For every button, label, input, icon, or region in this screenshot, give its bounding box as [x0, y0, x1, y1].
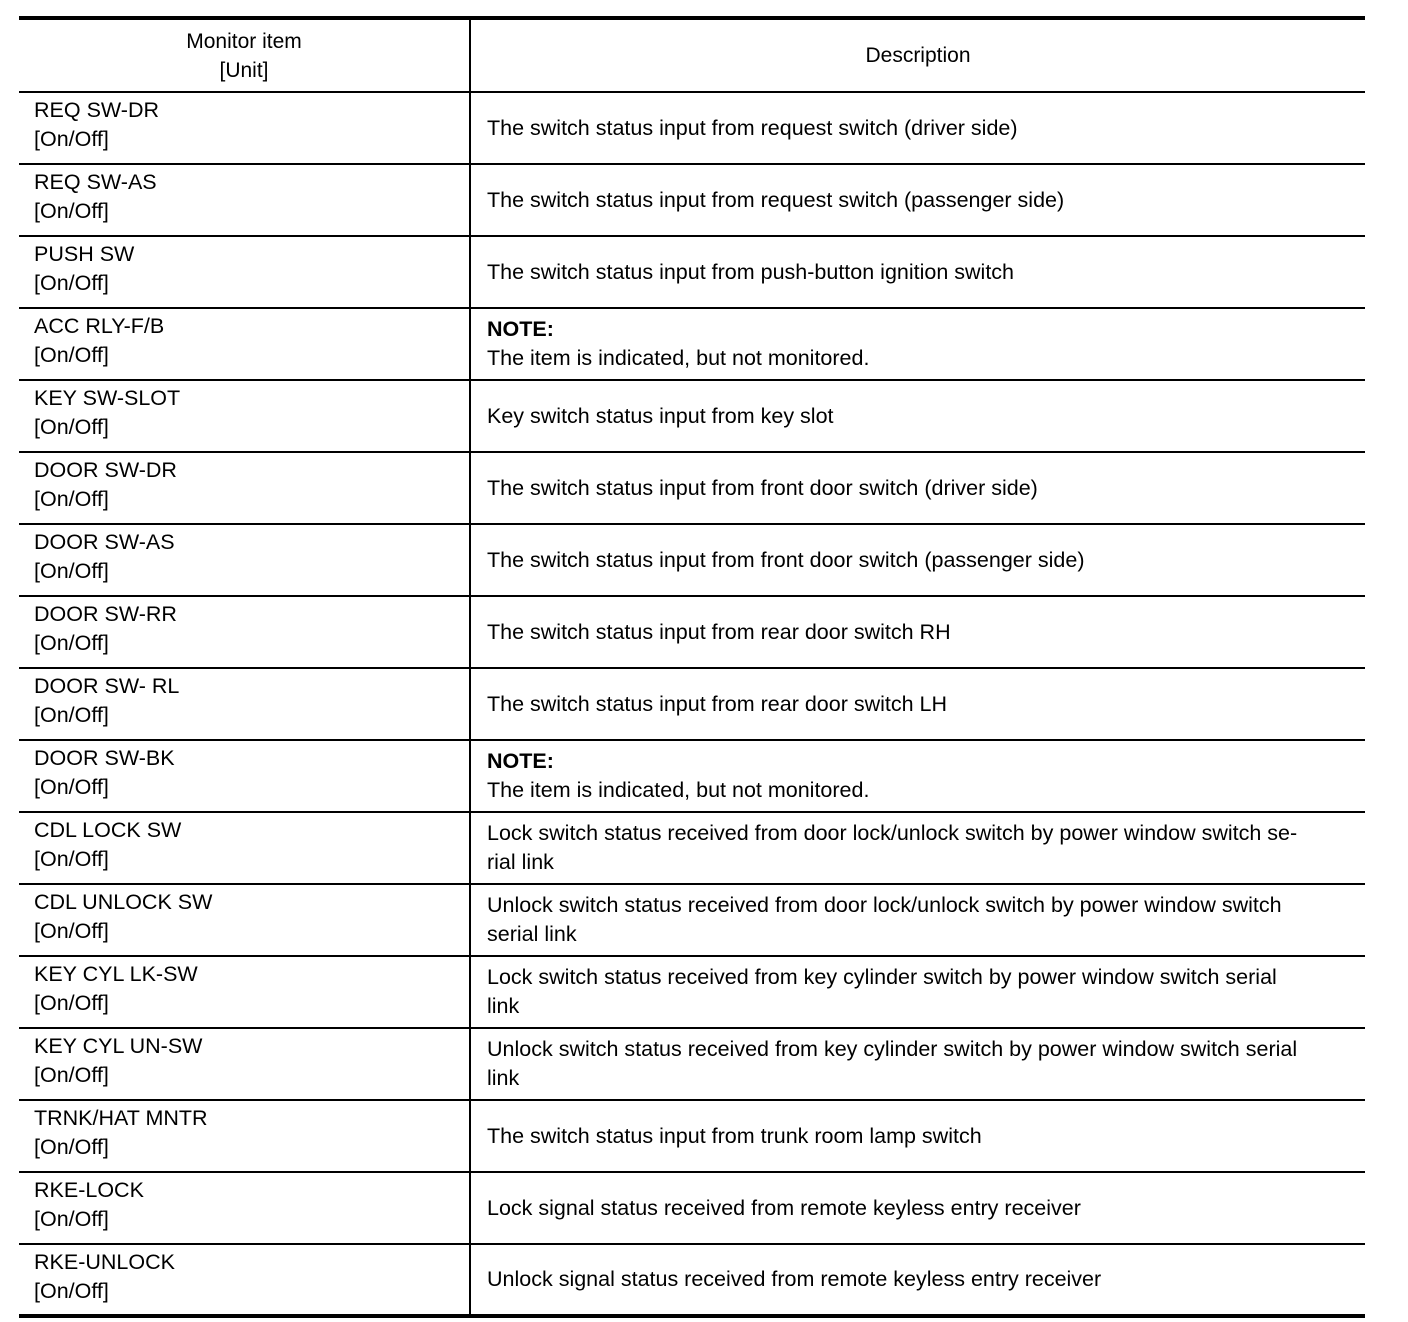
description-text: Unlock switch status received from door lock/unlock switch by power window switch serial link: [487, 893, 1282, 946]
monitor-item-cell: [19, 92, 470, 164]
monitor-item-name: KEY SW-SLOT: [34, 386, 181, 410]
monitor-item-cell: [19, 956, 470, 1028]
table-row: [19, 92, 1365, 164]
description-cell: [470, 596, 1365, 668]
monitor-item-unit: [On/Off]: [34, 1135, 109, 1159]
description-cell: [470, 1028, 1365, 1100]
monitor-item-unit: [On/Off]: [34, 1063, 109, 1087]
table-header-row: [19, 18, 1365, 92]
monitor-item-cell: [19, 1100, 470, 1172]
description-text: The switch status input from rear door switch LH: [487, 691, 948, 716]
description-text: Unlock switch status received from key cylinder switch by power window switch serial link: [487, 1037, 1298, 1090]
monitor-item-cell: [19, 596, 470, 668]
description-text: The switch status input from request switch (driver side): [487, 115, 1018, 140]
monitor-item-unit: [On/Off]: [34, 1207, 109, 1231]
description-text: The switch status input from front door switch (driver side): [487, 475, 1038, 500]
description-text: The switch status input from front door switch (passenger side): [487, 547, 1085, 572]
description-cell: [470, 452, 1365, 524]
monitor-item-cell: [19, 1028, 470, 1100]
monitor-item-name: ACC RLY-F/B: [34, 314, 165, 338]
description-cell: [470, 668, 1365, 740]
monitor-item-name: REQ SW-DR: [34, 98, 160, 122]
header-monitor-item: [19, 18, 470, 92]
description-cell: [470, 92, 1365, 164]
description-text: The switch status input from rear door switch RH: [487, 619, 951, 644]
monitor-item-name: DOOR SW-BK: [34, 746, 175, 770]
monitor-item-name: PUSH SW: [34, 242, 135, 266]
monitor-item-cell: [19, 236, 470, 308]
description-text: The item is indicated, but not monitored.: [487, 778, 870, 802]
monitor-item-unit: [On/Off]: [34, 127, 109, 151]
monitor-item-name: TRNK/HAT MNTR: [34, 1106, 208, 1130]
description-text: The switch status input from request switch (passenger side): [487, 187, 1065, 212]
table-row: [19, 308, 1365, 380]
table-row: [19, 740, 1365, 812]
monitor-item-unit: [On/Off]: [34, 199, 109, 223]
description-cell: [470, 164, 1365, 236]
table-row: [19, 884, 1365, 956]
description-text: Unlock signal status received from remote keyless entry receiver: [487, 1267, 1102, 1291]
monitor-item-cell: [19, 812, 470, 884]
monitor-item-unit: [On/Off]: [34, 775, 109, 799]
table-row: [19, 1172, 1365, 1244]
monitor-item-cell: [19, 740, 470, 812]
description-text: The switch status input from push-button ignition switch: [487, 259, 1015, 284]
description-text: Key switch status input from key slot: [487, 403, 834, 428]
table-row: [19, 956, 1365, 1028]
monitor-item-name: DOOR SW- RL: [34, 674, 180, 698]
table-row: [19, 1028, 1365, 1100]
table-row: [19, 380, 1365, 452]
description-cell: [470, 380, 1365, 452]
monitor-item-unit: [On/Off]: [34, 703, 109, 727]
monitor-item-cell: [19, 1172, 470, 1244]
description-text: The item is indicated, but not monitored.: [487, 346, 870, 370]
description-cell: [470, 236, 1365, 308]
monitor-item-unit: [On/Off]: [34, 847, 109, 871]
monitor-item-name: KEY CYL LK-SW: [34, 962, 198, 986]
monitor-item-unit: [On/Off]: [34, 631, 109, 655]
monitor-item-cell: [19, 164, 470, 236]
monitor-item-cell: [19, 380, 470, 452]
monitor-item-cell: [19, 1244, 470, 1316]
monitor-item-cell: [19, 452, 470, 524]
table-row: [19, 1100, 1365, 1172]
table-row: [19, 1244, 1365, 1316]
header-unit-label: [Unit]: [219, 58, 269, 82]
monitor-item-cell: [19, 308, 470, 380]
monitor-item-cell: [19, 524, 470, 596]
note-label: NOTE:: [487, 317, 554, 341]
monitor-item-name: DOOR SW-AS: [34, 530, 175, 554]
monitor-item-unit: [On/Off]: [34, 559, 109, 583]
description-text: The switch status input from trunk room lamp switch: [487, 1123, 982, 1148]
monitor-item-name: REQ SW-AS: [34, 170, 157, 194]
description-cell: [470, 308, 1365, 380]
table-row: [19, 164, 1365, 236]
description-cell: [470, 812, 1365, 884]
monitor-item-name: CDL UNLOCK SW: [34, 890, 213, 914]
monitor-item-unit: [On/Off]: [34, 1279, 109, 1303]
monitor-item-cell: [19, 884, 470, 956]
monitor-item-unit: [On/Off]: [34, 487, 109, 511]
monitor-item-name: DOOR SW-RR: [34, 602, 177, 626]
monitor-item-cell: [19, 668, 470, 740]
table-row: [19, 524, 1365, 596]
description-cell: [470, 1172, 1365, 1244]
monitor-item-name: RKE-LOCK: [34, 1178, 144, 1202]
description-cell: [470, 884, 1365, 956]
note-label: NOTE:: [487, 749, 554, 773]
monitor-item-name: KEY CYL UN-SW: [34, 1034, 203, 1058]
description-cell: [470, 1100, 1365, 1172]
header-monitor-item-label: Monitor item: [186, 29, 302, 53]
description-cell: [470, 524, 1365, 596]
monitor-item-unit: [On/Off]: [34, 271, 109, 295]
table-row: [19, 668, 1365, 740]
monitor-item-unit: [On/Off]: [34, 919, 109, 943]
table-row: [19, 452, 1365, 524]
monitor-item-name: CDL LOCK SW: [34, 818, 182, 842]
monitor-item-name: DOOR SW-DR: [34, 458, 177, 482]
table-row: [19, 596, 1365, 668]
table-row: [19, 236, 1365, 308]
monitor-item-unit: [On/Off]: [34, 343, 109, 367]
monitor-item-name: RKE-UNLOCK: [34, 1250, 175, 1274]
monitor-item-unit: [On/Off]: [34, 991, 109, 1015]
description-text: Lock switch status received from key cylinder switch by power window switch serial link: [487, 965, 1277, 1018]
description-text: Lock signal status received from remote keyless entry receiver: [487, 1195, 1081, 1220]
header-description: Description: [470, 18, 1365, 92]
table-row: [19, 812, 1365, 884]
monitor-item-unit: [On/Off]: [34, 415, 109, 439]
description-cell: [470, 1244, 1365, 1316]
description-cell: [470, 956, 1365, 1028]
description-text: Lock switch status received from door lock/unlock switch by power window switch se- rial link: [487, 821, 1298, 874]
table-body: [19, 92, 1365, 1316]
description-cell: [470, 740, 1365, 812]
monitor-item-table: [19, 16, 1365, 1318]
